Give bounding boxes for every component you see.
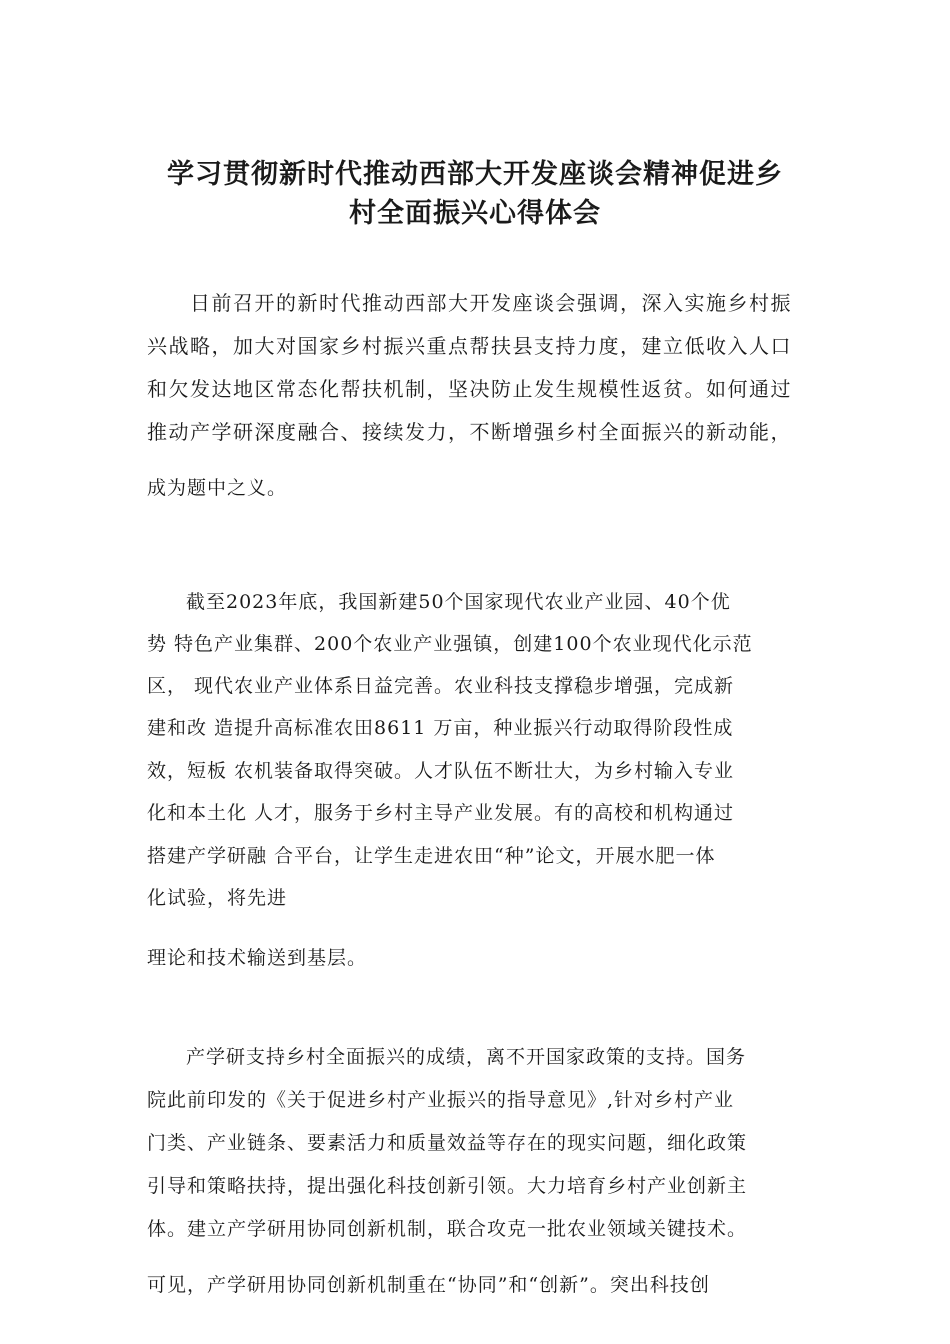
- paragraph-2-line-1: 截至2023年底，我国新建50个国家现代农业产业园、40个优: [186, 591, 731, 613]
- paragraph-1-line-5: 成为题中之义。: [147, 477, 288, 499]
- paragraph-3-line-1: 产学研支持乡村全面振兴的成绩，离不开国家政策的支持。国务: [186, 1046, 747, 1068]
- paragraph-2-line-3: 区， 现代农业产业体系日益完善。农业科技支撑稳步增强，完成新: [147, 675, 735, 697]
- paragraph-2-line-5: 效，短板 农机装备取得突破。人才队伍不断壮大，为乡村输入专业: [147, 760, 735, 782]
- paragraph-3-line-5: 体。建立产学研用协同创新机制，联合攻克一批农业领域关键技术。: [147, 1218, 748, 1240]
- paragraph-1-line-2: 兴战略，加大对国家乡村振兴重点帮扶县支持力度，建立低收入人口: [147, 334, 792, 358]
- paragraph-1-line-3: 和欠发达地区常态化帮扶机制，坚决防止发生规模性返贫。如何通过: [147, 377, 792, 401]
- paragraph-2-line-7: 搭建产学研融 合平台，让学生走进农田“种”论文，开展水肥一体: [147, 845, 716, 867]
- document-title-line-2: 村全面振兴心得体会: [349, 198, 601, 229]
- paragraph-2-line-4: 建和改 造提升高标准农田8611 万亩，种业振兴行动取得阶段性成: [147, 717, 734, 739]
- paragraph-2-line-6: 化和本土化 人才，服务于乡村主导产业发展。有的高校和机构通过: [147, 802, 735, 824]
- paragraph-3-line-4: 引导和策略扶持，提出强化科技创新引领。大力培育乡村产业创新主: [147, 1175, 748, 1197]
- paragraph-2-line-2: 势 特色产业集群、200个农业产业强镇，创建100个农业现代化示范: [147, 633, 753, 655]
- paragraph-3-line-2: 院此前印发的《关于促进乡村产业振兴的指导意见》,针对乡村产业: [147, 1089, 735, 1111]
- paragraph-1-line-4: 推动产学研深度融合、接续发力，不断增强乡村全面振兴的新动能，: [147, 420, 792, 444]
- paragraph-3-line-3: 门类、产业链条、要素活力和质量效益等存在的现实问题，细化政策: [147, 1132, 748, 1154]
- paragraph-3-line-6: 可见，产学研用协同创新机制重在“协同”和“创新”。突出科技创: [147, 1274, 710, 1296]
- paragraph-2-line-8: 化试验，将先进: [147, 887, 288, 909]
- paragraph-1-line-1: 日前召开的新时代推动西部大开发座谈会强调，深入实施乡村振: [190, 291, 792, 315]
- paragraph-2-line-9: 理论和技术输送到基层。: [147, 947, 368, 969]
- document-title-line-1: 学习贯彻新时代推动西部大开发座谈会精神促进乡: [167, 159, 783, 190]
